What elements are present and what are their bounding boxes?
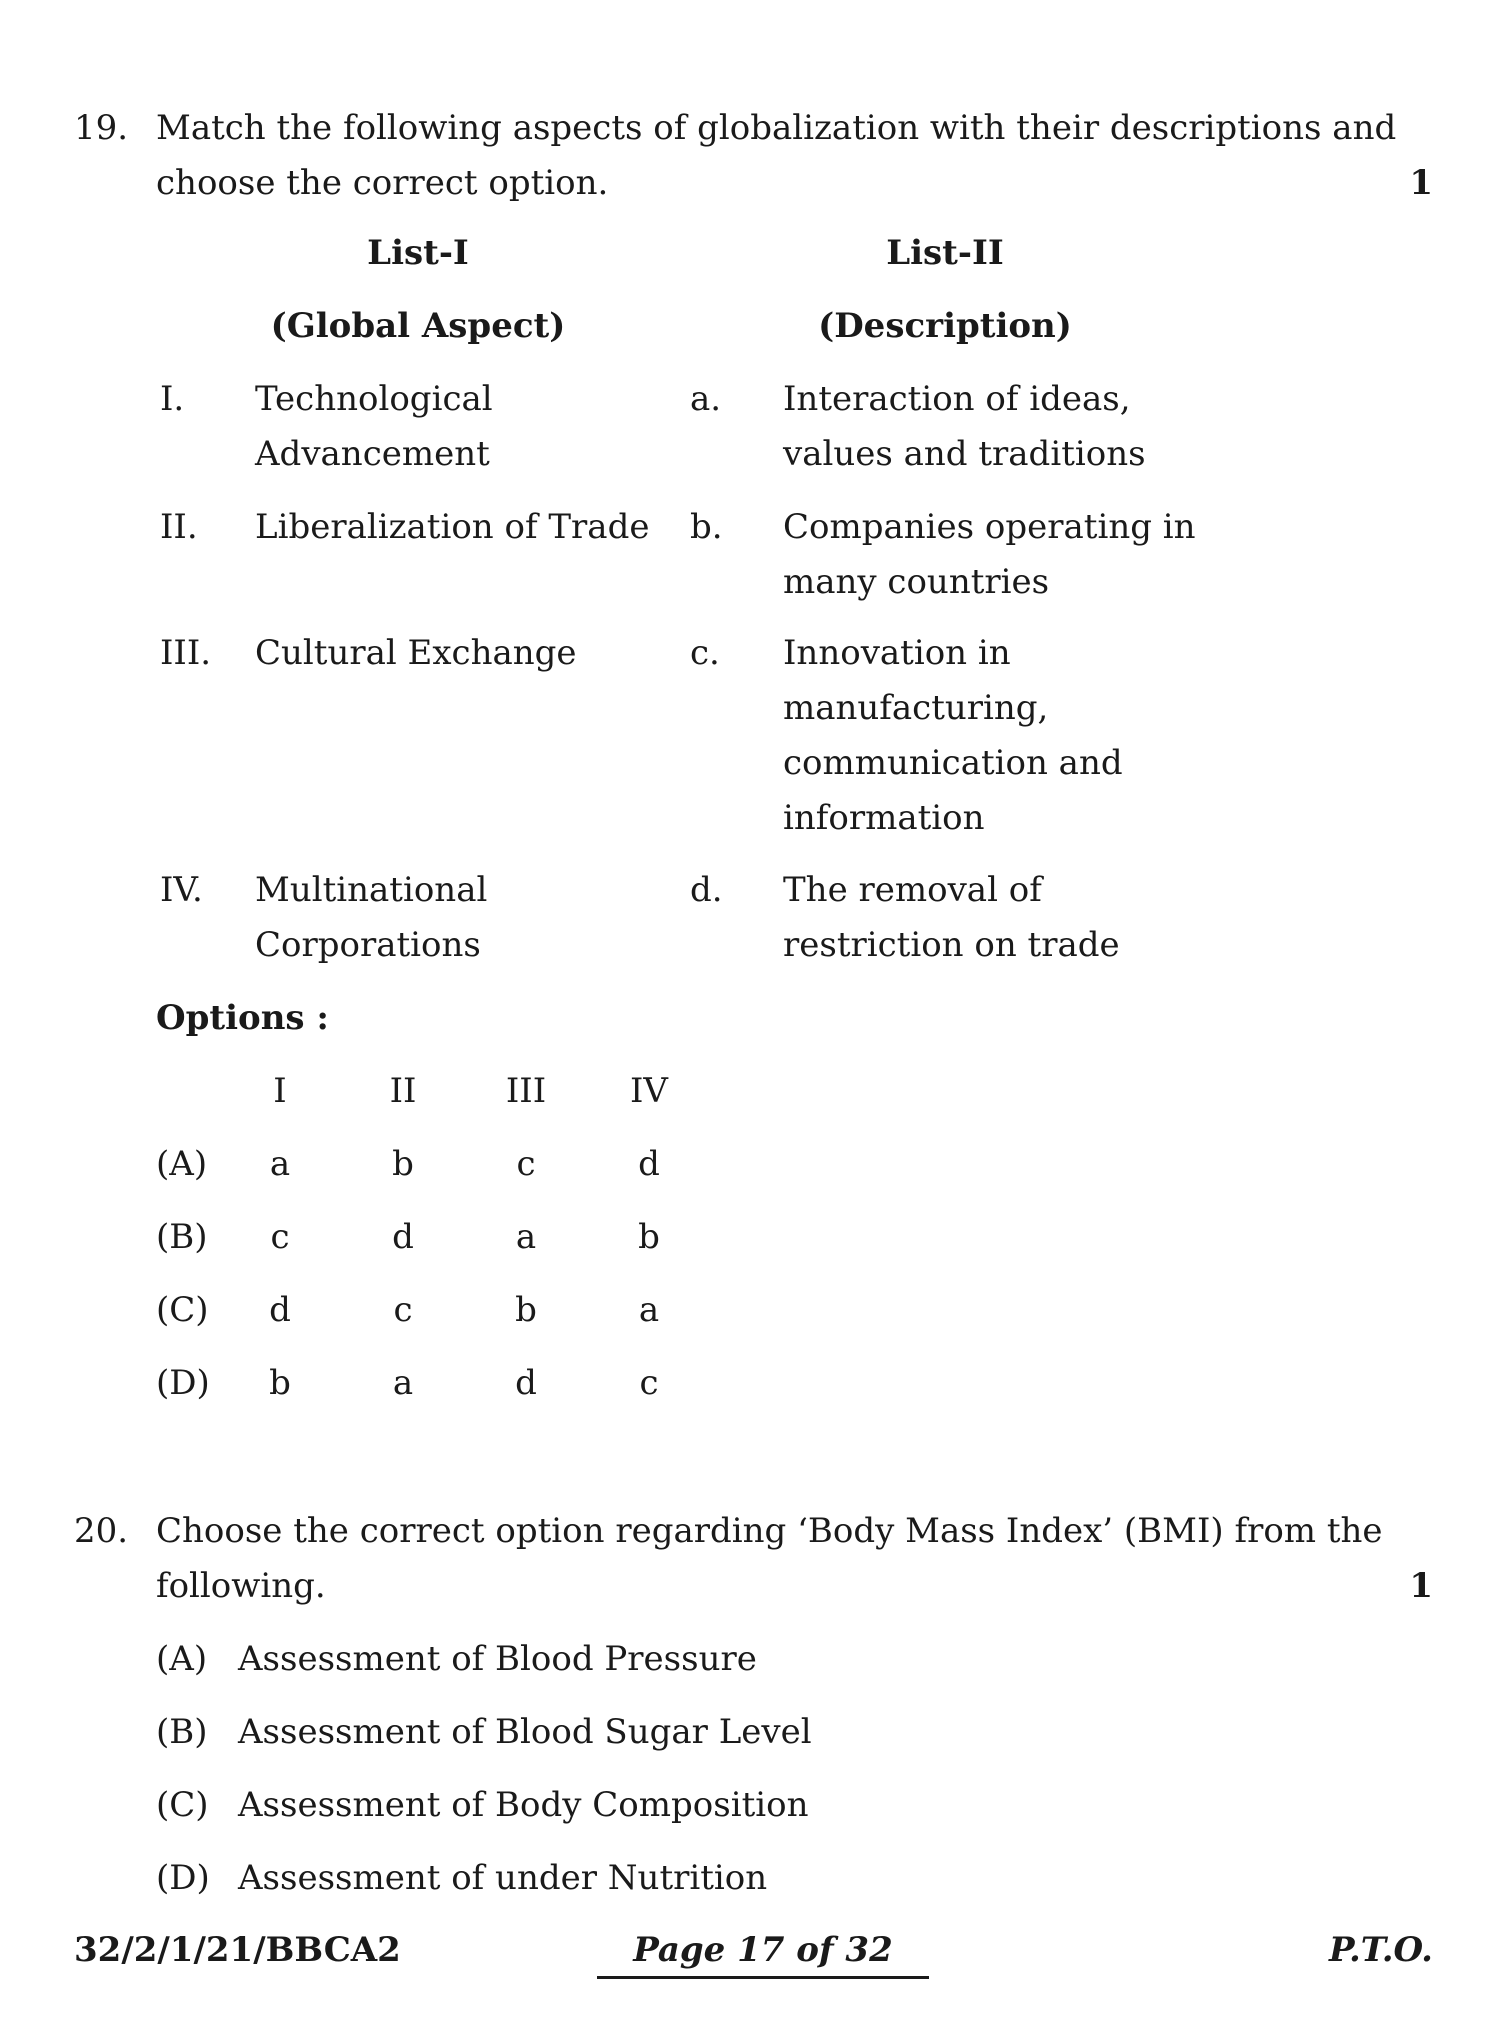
option-b-label[interactable]: (B) <box>156 1217 208 1257</box>
option-cell: a <box>269 1144 291 1184</box>
option-c-label[interactable]: (C) <box>156 1785 209 1825</box>
item-description: Companies operating in <box>783 507 1196 547</box>
item-roman: IV. <box>160 870 203 910</box>
options-label: Options : <box>156 998 329 1038</box>
list1-title: List-I <box>367 233 469 273</box>
option-cell: d <box>638 1144 660 1184</box>
option-cell: b <box>638 1217 660 1257</box>
item-description: restriction on trade <box>783 925 1120 965</box>
option-cell: b <box>515 1290 537 1330</box>
question-20-stem-line2: following. <box>156 1566 326 1606</box>
paper-code: 32/2/1/21/BBCA2 <box>74 1930 401 1970</box>
option-a-label[interactable]: (A) <box>156 1144 208 1184</box>
option-c-label[interactable]: (C) <box>156 1290 209 1330</box>
option-b-text[interactable]: Assessment of Blood Sugar Level <box>238 1712 812 1752</box>
question-19-stem-line2: choose the correct option. <box>156 163 609 203</box>
option-cell: a <box>638 1290 660 1330</box>
item-description: communication and <box>783 743 1123 783</box>
options-header-cell: IV <box>630 1071 668 1111</box>
option-cell: b <box>392 1144 414 1184</box>
option-d-label[interactable]: (D) <box>156 1858 210 1898</box>
option-d-label[interactable]: (D) <box>156 1363 210 1403</box>
option-cell: c <box>270 1217 290 1257</box>
item-letter: a. <box>690 379 722 419</box>
item-description: information <box>783 798 985 838</box>
question-20-marks: 1 <box>1409 1566 1433 1606</box>
item-roman: III. <box>160 633 212 673</box>
item-roman: II. <box>160 507 198 547</box>
item-aspect: Cultural Exchange <box>255 633 577 673</box>
options-header-cell: III <box>505 1071 547 1111</box>
option-cell: c <box>516 1144 536 1184</box>
option-cell: d <box>269 1290 291 1330</box>
item-description: values and traditions <box>783 434 1146 474</box>
option-c-text[interactable]: Assessment of Body Composition <box>238 1785 809 1825</box>
item-aspect: Corporations <box>255 925 481 965</box>
item-aspect: Multinational <box>255 870 488 910</box>
question-19-marks: 1 <box>1409 163 1433 203</box>
item-aspect: Liberalization of Trade <box>255 507 650 547</box>
options-header-cell: I <box>273 1071 287 1111</box>
item-letter: d. <box>690 870 723 910</box>
option-a-text[interactable]: Assessment of Blood Pressure <box>238 1639 757 1679</box>
option-cell: a <box>515 1217 537 1257</box>
option-cell: c <box>639 1363 659 1403</box>
page-number-underline <box>597 1976 929 1979</box>
option-a-label[interactable]: (A) <box>156 1639 208 1679</box>
question-20-number: 20. <box>74 1511 129 1551</box>
option-cell: a <box>392 1363 414 1403</box>
pto-label: P.T.O. <box>1329 1930 1433 1970</box>
item-aspect: Advancement <box>255 434 490 474</box>
item-description: Interaction of ideas, <box>783 379 1131 419</box>
option-cell: d <box>392 1217 414 1257</box>
item-description: manufacturing, <box>783 688 1049 728</box>
list2-subtitle: (Description) <box>818 306 1072 346</box>
page-number: Page 17 of 32 <box>633 1930 893 1970</box>
question-19-stem-line1: Match the following aspects of globalization with their descriptions and <box>156 108 1397 148</box>
item-letter: c. <box>690 633 720 673</box>
item-aspect: Technological <box>255 379 493 419</box>
option-cell: c <box>393 1290 413 1330</box>
list1-subtitle: (Global Aspect) <box>270 306 566 346</box>
option-b-label[interactable]: (B) <box>156 1712 208 1752</box>
item-description: Innovation in <box>783 633 1011 673</box>
question-19-number: 19. <box>74 108 129 148</box>
option-cell: b <box>269 1363 291 1403</box>
item-letter: b. <box>690 507 723 547</box>
options-header-cell: II <box>389 1071 417 1111</box>
question-20-stem-line1: Choose the correct option regarding ‘Body Mass Index’ (BMI) from the <box>156 1511 1383 1551</box>
option-cell: d <box>515 1363 537 1403</box>
list2-title: List-II <box>886 233 1004 273</box>
item-description: The removal of <box>783 870 1042 910</box>
option-d-text[interactable]: Assessment of under Nutrition <box>238 1858 768 1898</box>
item-description: many countries <box>783 562 1050 602</box>
item-roman: I. <box>160 379 185 419</box>
